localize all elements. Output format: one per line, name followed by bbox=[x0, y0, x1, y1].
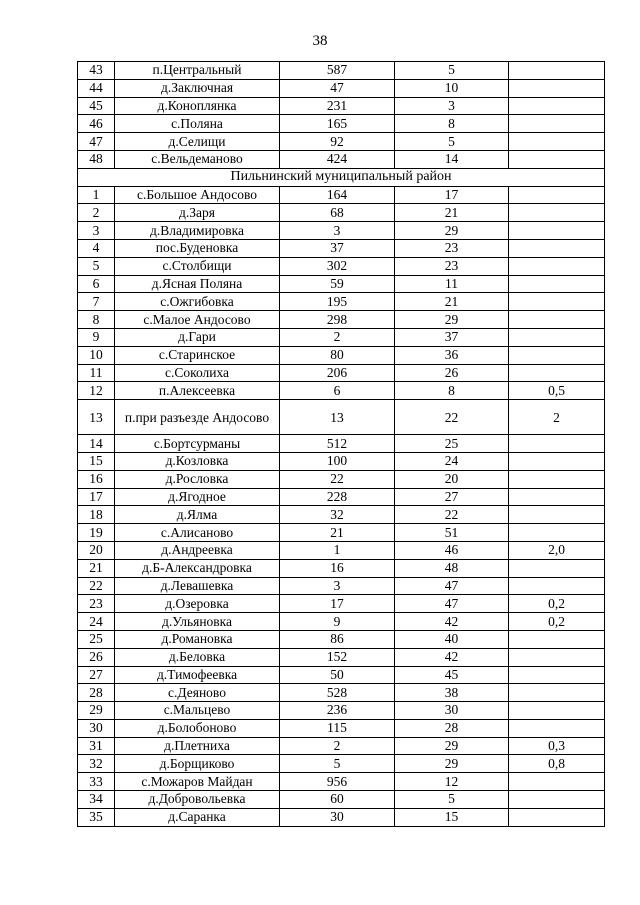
value-b-cell: 24 bbox=[395, 452, 509, 470]
value-b-cell: 26 bbox=[395, 364, 509, 382]
value-a-cell: 30 bbox=[280, 808, 395, 826]
row-number-cell: 20 bbox=[78, 541, 115, 559]
value-a-cell: 59 bbox=[280, 275, 395, 293]
settlement-name-cell: с.Бортсурманы bbox=[115, 435, 280, 453]
value-a-cell: 195 bbox=[280, 293, 395, 311]
table-row bbox=[78, 719, 605, 737]
value-a-cell: 2 bbox=[280, 737, 395, 755]
row-number-cell: 25 bbox=[78, 630, 115, 648]
value-a-cell: 47 bbox=[280, 79, 395, 97]
settlement-name-cell: д.Плетниха bbox=[115, 737, 280, 755]
value-c-cell bbox=[509, 559, 605, 577]
row-number-cell: 33 bbox=[78, 773, 115, 791]
value-c-cell bbox=[509, 275, 605, 293]
value-a-cell: 302 bbox=[280, 257, 395, 275]
settlement-name-cell: д.Ясная Поляна bbox=[115, 275, 280, 293]
value-b-cell: 30 bbox=[395, 702, 509, 720]
value-a-cell: 13 bbox=[280, 400, 395, 435]
value-b-cell: 29 bbox=[395, 755, 509, 773]
value-a-cell: 3 bbox=[280, 577, 395, 595]
settlement-name-cell: с.Можаров Майдан bbox=[115, 773, 280, 791]
row-number-cell: 3 bbox=[78, 222, 115, 240]
value-a-cell: 512 bbox=[280, 435, 395, 453]
row-number-cell: 4 bbox=[78, 239, 115, 257]
value-c-cell bbox=[509, 328, 605, 346]
value-a-cell: 80 bbox=[280, 346, 395, 364]
table-row bbox=[78, 97, 605, 115]
table-row bbox=[78, 541, 605, 559]
value-a-cell: 587 bbox=[280, 62, 395, 80]
value-a-cell: 16 bbox=[280, 559, 395, 577]
value-c-cell bbox=[509, 204, 605, 222]
row-number-cell: 11 bbox=[78, 364, 115, 382]
value-c-cell bbox=[509, 186, 605, 204]
table-row bbox=[78, 452, 605, 470]
table-row bbox=[78, 506, 605, 524]
table-row bbox=[78, 133, 605, 151]
section-header bbox=[78, 168, 605, 186]
settlement-name-cell: д.Селищи bbox=[115, 133, 280, 151]
table-row bbox=[78, 222, 605, 240]
settlement-name-cell: д.Озеровка bbox=[115, 595, 280, 613]
settlement-name-cell: с.Алисаново bbox=[115, 524, 280, 542]
value-b-cell: 51 bbox=[395, 524, 509, 542]
value-c-cell bbox=[509, 346, 605, 364]
row-number-cell: 47 bbox=[78, 133, 115, 151]
row-number-cell: 8 bbox=[78, 311, 115, 329]
row-number-cell: 44 bbox=[78, 79, 115, 97]
value-a-cell: 21 bbox=[280, 524, 395, 542]
value-c-cell bbox=[509, 524, 605, 542]
settlement-name-cell: с.Большое Андосово bbox=[115, 186, 280, 204]
table-row bbox=[78, 613, 605, 631]
table-row bbox=[78, 257, 605, 275]
table-row bbox=[78, 150, 605, 168]
settlement-name-cell: д.Ягодное bbox=[115, 488, 280, 506]
table-row bbox=[78, 186, 605, 204]
value-c-cell: 0,2 bbox=[509, 595, 605, 613]
value-c-cell bbox=[509, 577, 605, 595]
row-number-cell: 31 bbox=[78, 737, 115, 755]
table-row bbox=[78, 684, 605, 702]
value-b-cell: 29 bbox=[395, 311, 509, 329]
value-c-cell bbox=[509, 311, 605, 329]
table-row bbox=[78, 400, 605, 435]
value-c-cell bbox=[509, 150, 605, 168]
row-number-cell: 16 bbox=[78, 470, 115, 488]
settlement-name-cell: д.Владимировка bbox=[115, 222, 280, 240]
value-b-cell: 25 bbox=[395, 435, 509, 453]
table-row bbox=[78, 311, 605, 329]
value-b-cell: 5 bbox=[395, 62, 509, 80]
row-number-cell: 48 bbox=[78, 150, 115, 168]
table-row bbox=[78, 702, 605, 720]
row-number-cell: 30 bbox=[78, 719, 115, 737]
value-c-cell bbox=[509, 257, 605, 275]
row-number-cell: 24 bbox=[78, 613, 115, 631]
value-b-cell: 11 bbox=[395, 275, 509, 293]
value-b-cell: 8 bbox=[395, 382, 509, 400]
table-row bbox=[78, 115, 605, 133]
value-c-cell bbox=[509, 97, 605, 115]
value-a-cell: 92 bbox=[280, 133, 395, 151]
value-b-cell: 29 bbox=[395, 222, 509, 240]
row-number-cell: 18 bbox=[78, 506, 115, 524]
value-c-cell bbox=[509, 719, 605, 737]
row-number-cell: 46 bbox=[78, 115, 115, 133]
value-a-cell: 60 bbox=[280, 791, 395, 809]
value-a-cell: 5 bbox=[280, 755, 395, 773]
value-c-cell bbox=[509, 470, 605, 488]
table-body-bottom bbox=[78, 186, 605, 826]
value-c-cell bbox=[509, 62, 605, 80]
value-a-cell: 6 bbox=[280, 382, 395, 400]
value-b-cell: 21 bbox=[395, 293, 509, 311]
value-a-cell: 100 bbox=[280, 452, 395, 470]
value-a-cell: 115 bbox=[280, 719, 395, 737]
table-row bbox=[78, 328, 605, 346]
row-number-cell: 45 bbox=[78, 97, 115, 115]
row-number-cell: 7 bbox=[78, 293, 115, 311]
value-b-cell: 23 bbox=[395, 257, 509, 275]
row-number-cell: 17 bbox=[78, 488, 115, 506]
table-row bbox=[78, 666, 605, 684]
value-b-cell: 14 bbox=[395, 150, 509, 168]
value-b-cell: 17 bbox=[395, 186, 509, 204]
settlement-name-cell: д.Заключная bbox=[115, 79, 280, 97]
settlement-name-cell: д.Борщиково bbox=[115, 755, 280, 773]
value-c-cell bbox=[509, 293, 605, 311]
value-c-cell bbox=[509, 488, 605, 506]
value-a-cell: 1 bbox=[280, 541, 395, 559]
settlement-name-cell: с.Ожгибовка bbox=[115, 293, 280, 311]
table-row bbox=[78, 630, 605, 648]
table-row bbox=[78, 435, 605, 453]
table-row bbox=[78, 275, 605, 293]
value-a-cell: 424 bbox=[280, 150, 395, 168]
settlement-name-cell: с.Малое Андосово bbox=[115, 311, 280, 329]
settlement-name-cell: с.Столбищи bbox=[115, 257, 280, 275]
row-number-cell: 12 bbox=[78, 382, 115, 400]
row-number-cell: 43 bbox=[78, 62, 115, 80]
value-b-cell: 5 bbox=[395, 791, 509, 809]
value-b-cell: 42 bbox=[395, 648, 509, 666]
value-c-cell bbox=[509, 506, 605, 524]
value-a-cell: 9 bbox=[280, 613, 395, 631]
settlement-name-cell: д.Романовка bbox=[115, 630, 280, 648]
settlement-name-cell: с.Вельдеманово bbox=[115, 150, 280, 168]
value-b-cell: 40 bbox=[395, 630, 509, 648]
row-number-cell: 35 bbox=[78, 808, 115, 826]
settlement-name-cell: д.Козловка bbox=[115, 452, 280, 470]
value-a-cell: 152 bbox=[280, 648, 395, 666]
value-c-cell: 0,3 bbox=[509, 737, 605, 755]
table-row bbox=[78, 648, 605, 666]
value-b-cell: 8 bbox=[395, 115, 509, 133]
table-row bbox=[78, 595, 605, 613]
value-c-cell bbox=[509, 666, 605, 684]
settlement-name-cell: д.Коноплянка bbox=[115, 97, 280, 115]
value-a-cell: 3 bbox=[280, 222, 395, 240]
value-a-cell: 206 bbox=[280, 364, 395, 382]
value-a-cell: 22 bbox=[280, 470, 395, 488]
table-row bbox=[78, 62, 605, 80]
settlement-name-cell: д.Левашевка bbox=[115, 577, 280, 595]
value-b-cell: 20 bbox=[395, 470, 509, 488]
settlement-name-cell: с.Соколиха bbox=[115, 364, 280, 382]
value-c-cell bbox=[509, 79, 605, 97]
value-c-cell bbox=[509, 222, 605, 240]
settlement-name-cell: п.при разъезде Андосово bbox=[115, 400, 280, 435]
row-number-cell: 19 bbox=[78, 524, 115, 542]
table-row bbox=[78, 559, 605, 577]
table-row bbox=[78, 364, 605, 382]
settlement-name-cell: д.Ульяновка bbox=[115, 613, 280, 631]
value-b-cell: 23 bbox=[395, 239, 509, 257]
value-c-cell: 2,0 bbox=[509, 541, 605, 559]
row-number-cell: 21 bbox=[78, 559, 115, 577]
row-number-cell: 9 bbox=[78, 328, 115, 346]
row-number-cell: 13 bbox=[78, 400, 115, 435]
value-b-cell: 10 bbox=[395, 79, 509, 97]
table-row bbox=[78, 808, 605, 826]
table-row bbox=[78, 791, 605, 809]
value-a-cell: 165 bbox=[280, 115, 395, 133]
value-b-cell: 42 bbox=[395, 613, 509, 631]
settlement-name-cell: с.Деяново bbox=[115, 684, 280, 702]
value-a-cell: 228 bbox=[280, 488, 395, 506]
row-number-cell: 32 bbox=[78, 755, 115, 773]
settlement-name-cell: д.Ялма bbox=[115, 506, 280, 524]
table-row bbox=[78, 488, 605, 506]
value-b-cell: 29 bbox=[395, 737, 509, 755]
value-c-cell bbox=[509, 452, 605, 470]
row-number-cell: 27 bbox=[78, 666, 115, 684]
row-number-cell: 22 bbox=[78, 577, 115, 595]
value-a-cell: 528 bbox=[280, 684, 395, 702]
value-b-cell: 22 bbox=[395, 400, 509, 435]
value-b-cell: 27 bbox=[395, 488, 509, 506]
row-number-cell: 23 bbox=[78, 595, 115, 613]
value-c-cell: 0,2 bbox=[509, 613, 605, 631]
value-a-cell: 86 bbox=[280, 630, 395, 648]
value-b-cell: 21 bbox=[395, 204, 509, 222]
row-number-cell: 15 bbox=[78, 452, 115, 470]
settlement-name-cell: с.Старинское bbox=[115, 346, 280, 364]
table-row bbox=[78, 773, 605, 791]
value-a-cell: 32 bbox=[280, 506, 395, 524]
settlement-name-cell: д.Саранка bbox=[115, 808, 280, 826]
table-row bbox=[78, 293, 605, 311]
value-b-cell: 37 bbox=[395, 328, 509, 346]
row-number-cell: 2 bbox=[78, 204, 115, 222]
value-a-cell: 164 bbox=[280, 186, 395, 204]
table-row bbox=[78, 239, 605, 257]
value-c-cell bbox=[509, 791, 605, 809]
settlement-name-cell: д.Б-Александровка bbox=[115, 559, 280, 577]
table-row bbox=[78, 382, 605, 400]
value-b-cell: 28 bbox=[395, 719, 509, 737]
settlement-name-cell: д.Гари bbox=[115, 328, 280, 346]
value-b-cell: 22 bbox=[395, 506, 509, 524]
settlement-name-cell: д.Беловка bbox=[115, 648, 280, 666]
value-c-cell bbox=[509, 435, 605, 453]
value-a-cell: 68 bbox=[280, 204, 395, 222]
value-a-cell: 231 bbox=[280, 97, 395, 115]
value-b-cell: 45 bbox=[395, 666, 509, 684]
value-c-cell: 0,5 bbox=[509, 382, 605, 400]
settlement-name-cell: п.Алексеевка bbox=[115, 382, 280, 400]
value-b-cell: 46 bbox=[395, 541, 509, 559]
value-a-cell: 2 bbox=[280, 328, 395, 346]
value-b-cell: 48 bbox=[395, 559, 509, 577]
value-b-cell: 5 bbox=[395, 133, 509, 151]
value-a-cell: 37 bbox=[280, 239, 395, 257]
table-row bbox=[78, 524, 605, 542]
table-row bbox=[78, 346, 605, 364]
value-c-cell bbox=[509, 808, 605, 826]
table-row bbox=[78, 470, 605, 488]
value-c-cell: 2 bbox=[509, 400, 605, 435]
value-b-cell: 36 bbox=[395, 346, 509, 364]
row-number-cell: 14 bbox=[78, 435, 115, 453]
value-b-cell: 38 bbox=[395, 684, 509, 702]
value-c-cell bbox=[509, 630, 605, 648]
row-number-cell: 28 bbox=[78, 684, 115, 702]
value-c-cell: 0,8 bbox=[509, 755, 605, 773]
value-a-cell: 956 bbox=[280, 773, 395, 791]
value-c-cell bbox=[509, 115, 605, 133]
row-number-cell: 26 bbox=[78, 648, 115, 666]
settlement-name-cell: д.Добровольевка bbox=[115, 791, 280, 809]
settlement-name-cell: с.Поляна bbox=[115, 115, 280, 133]
row-number-cell: 1 bbox=[78, 186, 115, 204]
table-row bbox=[78, 755, 605, 773]
settlement-name-cell: д.Заря bbox=[115, 204, 280, 222]
settlement-name-cell: п.Центральный bbox=[115, 62, 280, 80]
row-number-cell: 34 bbox=[78, 791, 115, 809]
value-c-cell bbox=[509, 684, 605, 702]
row-number-cell: 5 bbox=[78, 257, 115, 275]
table-row bbox=[78, 737, 605, 755]
settlement-name-cell: пос.Буденовка bbox=[115, 239, 280, 257]
settlement-name-cell: д.Рословка bbox=[115, 470, 280, 488]
value-a-cell: 298 bbox=[280, 311, 395, 329]
value-b-cell: 3 bbox=[395, 97, 509, 115]
row-number-cell: 6 bbox=[78, 275, 115, 293]
value-a-cell: 236 bbox=[280, 702, 395, 720]
value-b-cell: 47 bbox=[395, 577, 509, 595]
row-number-cell: 10 bbox=[78, 346, 115, 364]
value-b-cell: 15 bbox=[395, 808, 509, 826]
value-b-cell: 47 bbox=[395, 595, 509, 613]
value-a-cell: 50 bbox=[280, 666, 395, 684]
value-c-cell bbox=[509, 702, 605, 720]
value-c-cell bbox=[509, 773, 605, 791]
settlement-name-cell: д.Тимофеевка bbox=[115, 666, 280, 684]
value-a-cell: 17 bbox=[280, 595, 395, 613]
row-number-cell: 29 bbox=[78, 702, 115, 720]
settlement-name-cell: д.Болобоново bbox=[115, 719, 280, 737]
table-body-top bbox=[78, 62, 605, 169]
value-c-cell bbox=[509, 239, 605, 257]
table-row bbox=[78, 577, 605, 595]
section-title: Пильнинский муниципальный район bbox=[78, 168, 605, 186]
table-row bbox=[78, 204, 605, 222]
section-row bbox=[78, 168, 605, 186]
value-c-cell bbox=[509, 648, 605, 666]
settlements-table bbox=[77, 61, 605, 827]
value-c-cell bbox=[509, 364, 605, 382]
value-b-cell: 12 bbox=[395, 773, 509, 791]
settlement-name-cell: д.Андреевка bbox=[115, 541, 280, 559]
value-c-cell bbox=[509, 133, 605, 151]
table-row bbox=[78, 79, 605, 97]
page-number: 38 bbox=[312, 33, 328, 49]
settlement-name-cell: с.Мальцево bbox=[115, 702, 280, 720]
